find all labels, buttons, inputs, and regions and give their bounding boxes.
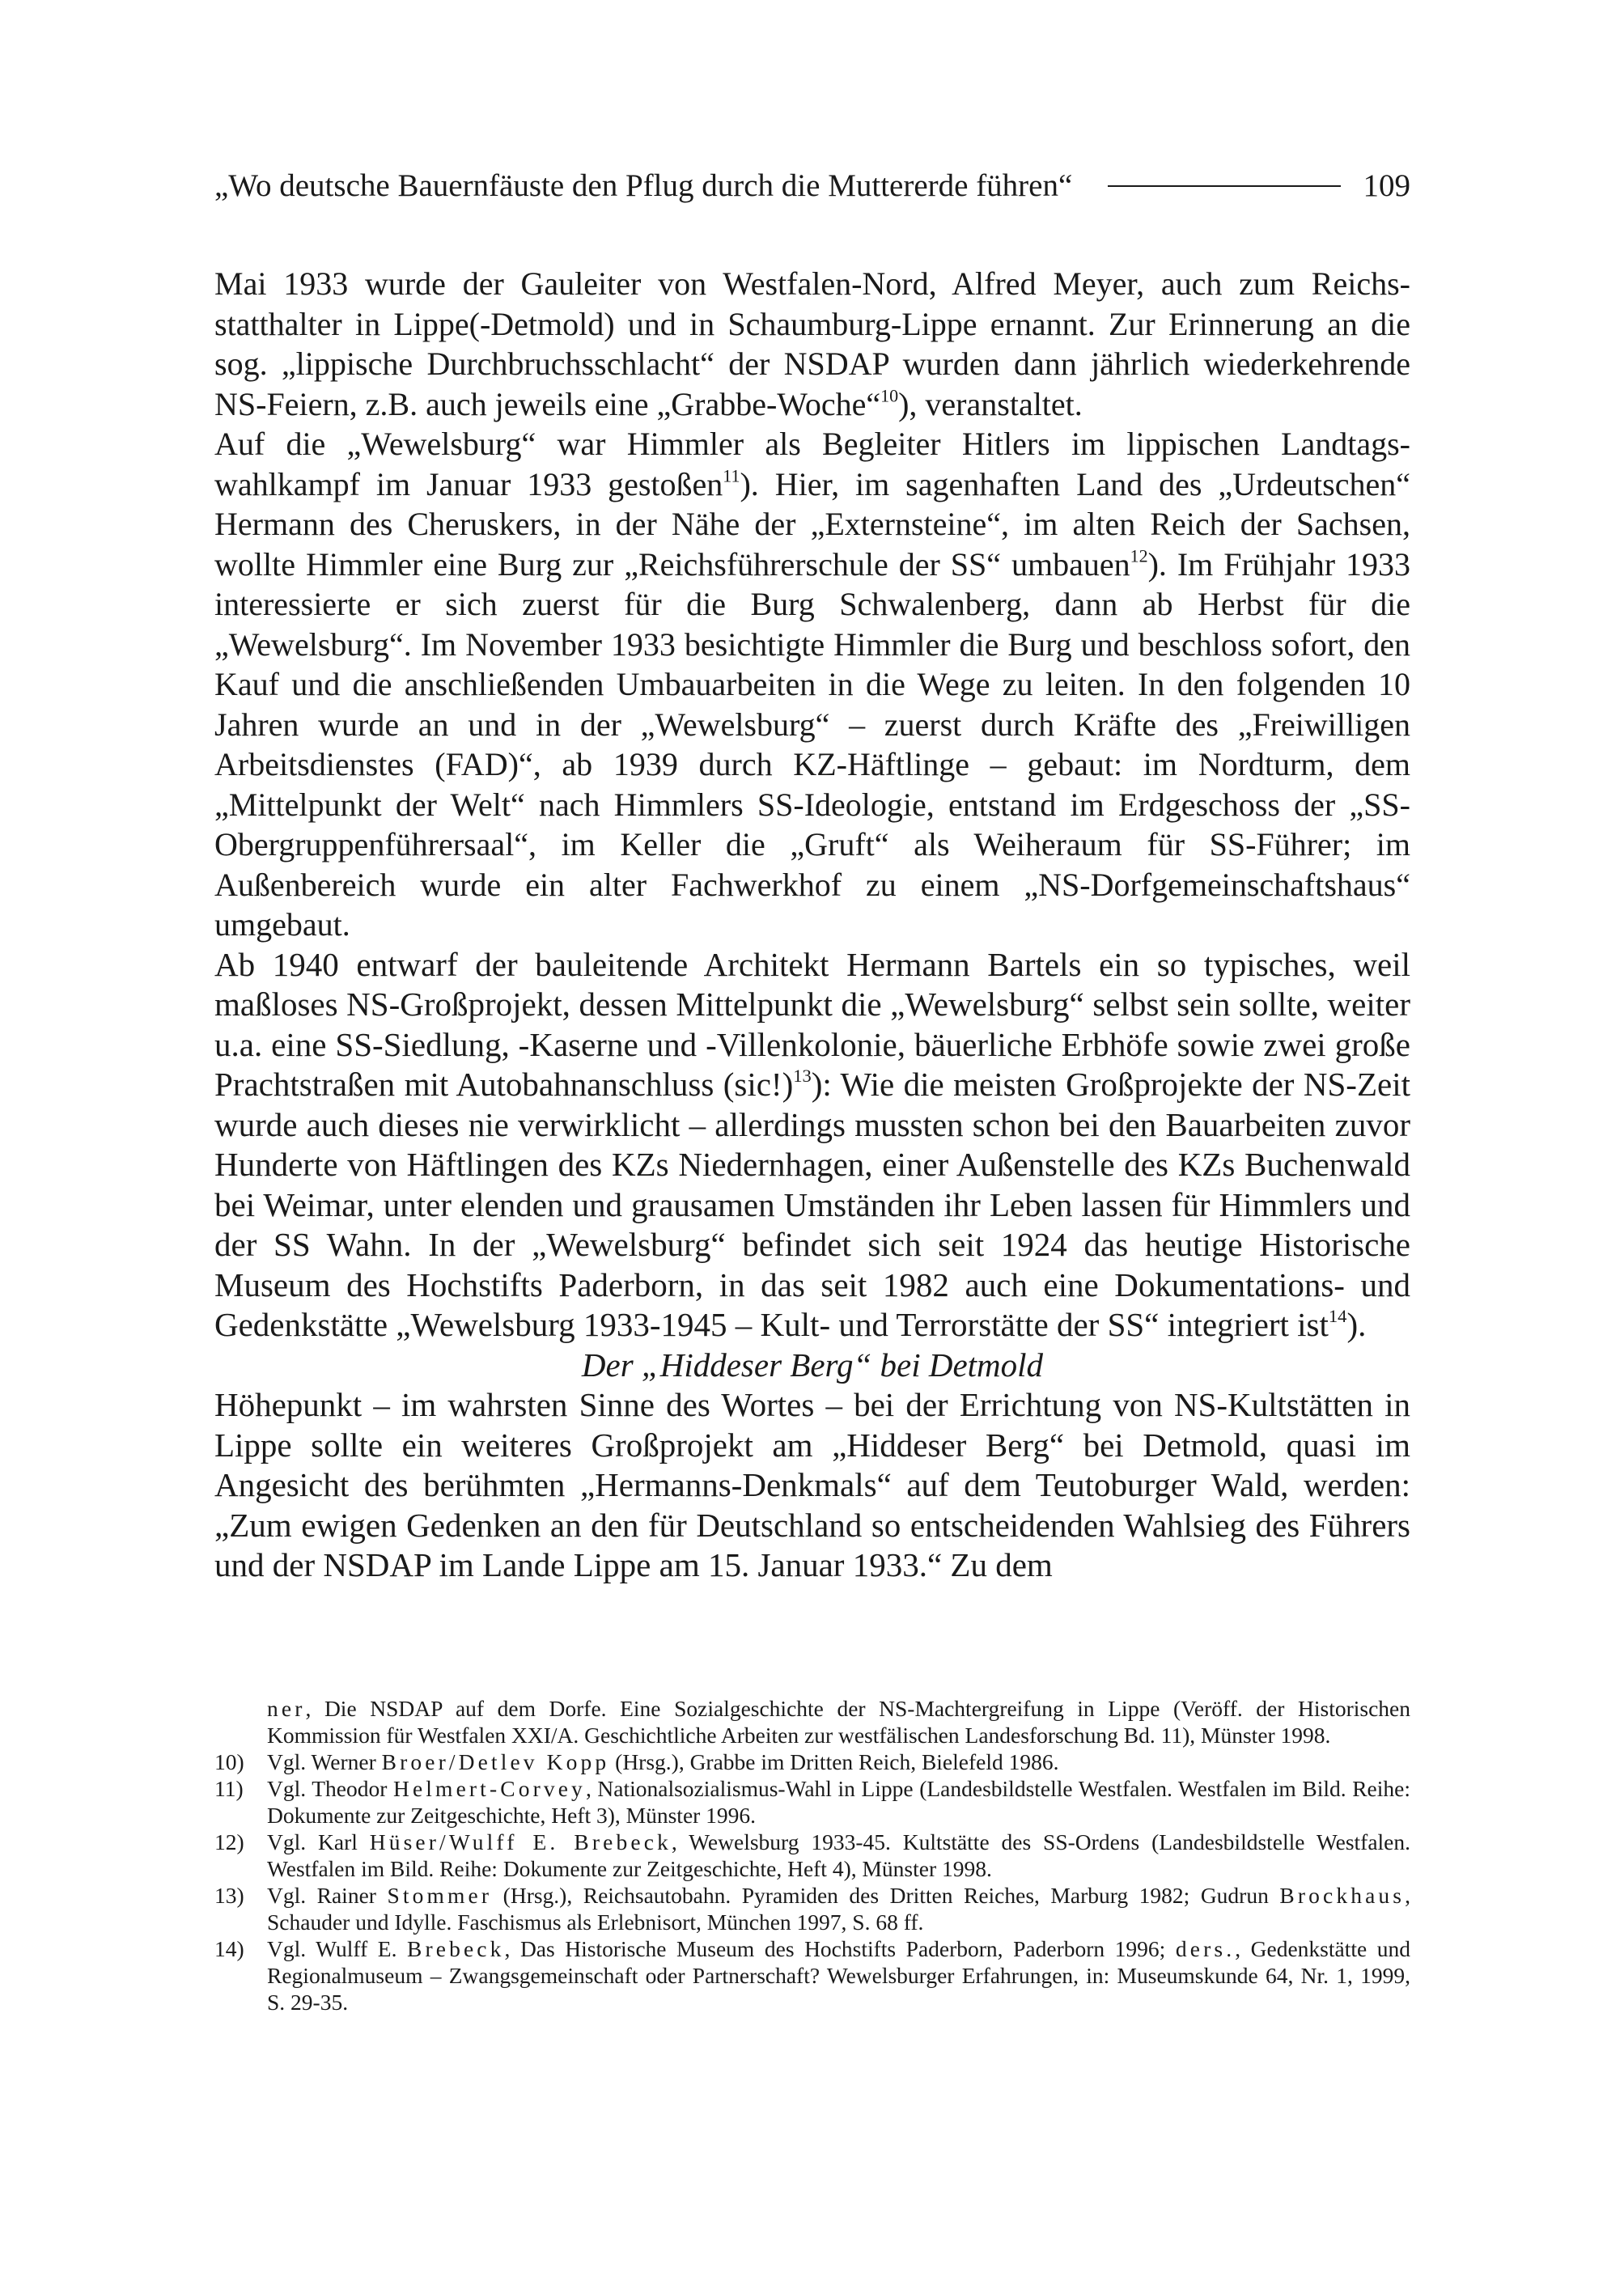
- footnote-ref-12: 12: [1130, 545, 1148, 566]
- body-text: [214, 264, 1410, 1586]
- footnote-ref-11: 11: [723, 465, 740, 485]
- paragraph-2: Auf die „Wewelsburg“ war Himmler als Begleiter Hitlers im lippischen Landtagswahlkampf im Januar 1933 gestoßen$^{11}$). Hier, im sagenhaften Land des „Urdeutschen“ Hermann des Cheruskers, in der Nähe der „Externsteine“, im alten Reich der Sachsen, wollte Himmler eine Burg zur „Reichsführerschule der SS“ umbauen$^{12}$). Im Frühjahr 1933 interessierte er sich zuerst für die Burg Schwalenberg, dann ab Herbst für die „Wewelsburg“. Im November 1933 besichtigte Himmler die Burg und beschloss sofort, den Kauf und die anschließenden Umbauarbeiten in die Wege zu leiten. In den folgenden 10 Jahren wurde an und in der „Wewelsburg“ – zuerst durch Kräfte des „Freiwilligen Arbeitsdienstes (FAD)“, ab 1939 durch KZ-Häftlinge – gebaut: im Nordturm, dem „Mittelpunkt der Welt“ nach Himmlers SS-Ideologie, entstand im Erdgeschoss der „SS-Obergruppenführersaal“, im Keller die „Gruft“ als Weiheraum für SS-Führer; im Außenbereich wurde ein alter Fachwerkhof zu einem „NS-Dorfgemeinschaftshaus“ umgebaut.: [214, 426, 1410, 943]
- paragraph-3: Ab 1940 entwarf der bauleitende Architekt Hermann Bartels ein so typisches, weil maßloses NS-Großprojekt, dessen Mittelpunkt die „Wewelsburg“ selbst sein sollte, weiter u.a. eine SS-Siedlung, -Kaserne und -Villenkolonie, bäuerliche Erbhöfe sowie zwei große Prachtstraßen mit Autobahnanschluss $(sic!)^{13}$): Wie die meisten Großprojekte der NS-Zeit wurde auch dieses nie verwirklicht – allerdings mussten schon bei den Bauarbeiten zuvor Hunderte von Häftlingen des KZs Niedernhagen, einer Außenstelle des KZs Buchenwald bei Weimar, unter elenden und grausamen Umständen ihr Leben lassen für Himmlers und der SS Wahn. In der „Wewelsburg“ befindet sich seit 1924 das heutige Historische Museum des Hochstifts Paderborn, in das seit 1982 auch eine Dokumentations- und Gedenkstätte „Wewelsburg 1933-1945 – Kult- und Terrorstätte der SS“ integriert ist$^{14}$).: [214, 945, 1410, 1343]
- footnote-13: 13) Vgl. Rainer Stommer (Hrsg.), Reichsautobahn. Pyramiden des Dritten Reiches, Marburg 1982; Gudrun Brockhaus, Schauder und Idylle. Faschismus als Erlebnisort, München 1997, S. 68 ff.: [214, 1883, 1410, 1935]
- section-heading: Der „Hiddeser Berg“ bei Detmold: [581, 1346, 1044, 1384]
- running-title: „Wo deutsche Bauernfäuste den Pflug durch die Muttererde führen“: [214, 168, 1073, 203]
- footnotes: [214, 1695, 1410, 2015]
- footnote-11: 11) Vgl. Theodor Helmert-Corvey, Nationalsozialismus-Wahl in Lippe (Landesbildstelle Westfalen. Westfalen im Bild. Reihe: Dokumente zur Zeitgeschichte, Heft 3), Münster 1996.: [214, 1776, 1410, 1828]
- footnote-10: 10) Vgl. Werner Broer/Detlev Kopp (Hrsg.), Grabbe im Dritten Reich, Bielefeld 1986.: [214, 1749, 1059, 1774]
- footnote-number: 11): [214, 1776, 244, 1801]
- footnote-continued: ner, Die NSDAP auf dem Dorfe. Eine Sozialgeschichte der NS-Machtergreifung in Lippe (Veröff. der Historischen Kommission für Westfalen XXI/A. Geschichtliche Arbeiten zur westfälischen Landesforschung Bd. 11), Münster 1998.: [267, 1696, 1410, 1748]
- footnote-number: 14): [214, 1936, 244, 1961]
- footnote-ref-13: 13: [793, 1066, 812, 1087]
- page-number: 109: [1363, 168, 1410, 203]
- footnote-ref-10: 10: [880, 385, 899, 405]
- footnote-number: 10): [214, 1749, 244, 1774]
- footnote-12: 12) Vgl. Karl Hüser/Wulff E. Brebeck, Wewelsburg 1933-45. Kultstätte des SS-Ordens (Landesbildstelle Westfalen. Westfalen im Bild. Reihe: Dokumente zur Zeitgeschichte, Heft 4), Münster 1998.: [214, 1829, 1411, 1881]
- footnote-number: 13): [214, 1883, 244, 1908]
- running-header: [214, 166, 1410, 206]
- paragraph-4: Höhepunkt – im wahrsten Sinne des Wortes – bei der Errichtung von NS-Kultstätten in Lippe sollte ein weiteres Großprojekt am „Hiddeser Berg“ bei Detmold, quasi im Angesicht des berühmten „Hermanns-Denkmals“ auf dem Teutoburger Wald, werden: „Zum ewigen Gedenken an den für Deutschland so entscheidenden Wahlsieg des Führers und der NSDAP im Lande Lippe am 15. Januar 1933.“ Zu dem: [214, 1386, 1410, 1583]
- footnote-ref-14: 14: [1328, 1306, 1347, 1327]
- header-rule: [1108, 185, 1340, 187]
- footnote-14: 14) Vgl. Wulff E. Brebeck, Das Historische Museum des Hochstifts Paderborn, Paderborn 1996; ders., Gedenkstätte und Regionalmuseum – Zwangsgemeinschaft oder Partnerschaft? Wewelsburger Erfahrungen, in: Museumskunde 64, Nr. 1, 1999, S. 29-35.: [214, 1936, 1410, 2015]
- paragraph-1: Mai 1933 wurde der Gauleiter von Westfalen-Nord, Alfred Meyer, auch zum Reichsstatthalter in Lippe(-Detmold) und in Schaumburg-Lippe ernannt. Zur Erinnerung an die sog. „lippische Durchbruchsschlacht“ der NSDAP wurden dann jährlich wiederkehrende NS-Feiern, z.B. auch jeweils eine „Grabbe-Woche“$^{10}$), veranstaltet.: [214, 265, 1410, 422]
- footnote-number: 12): [214, 1829, 244, 1854]
